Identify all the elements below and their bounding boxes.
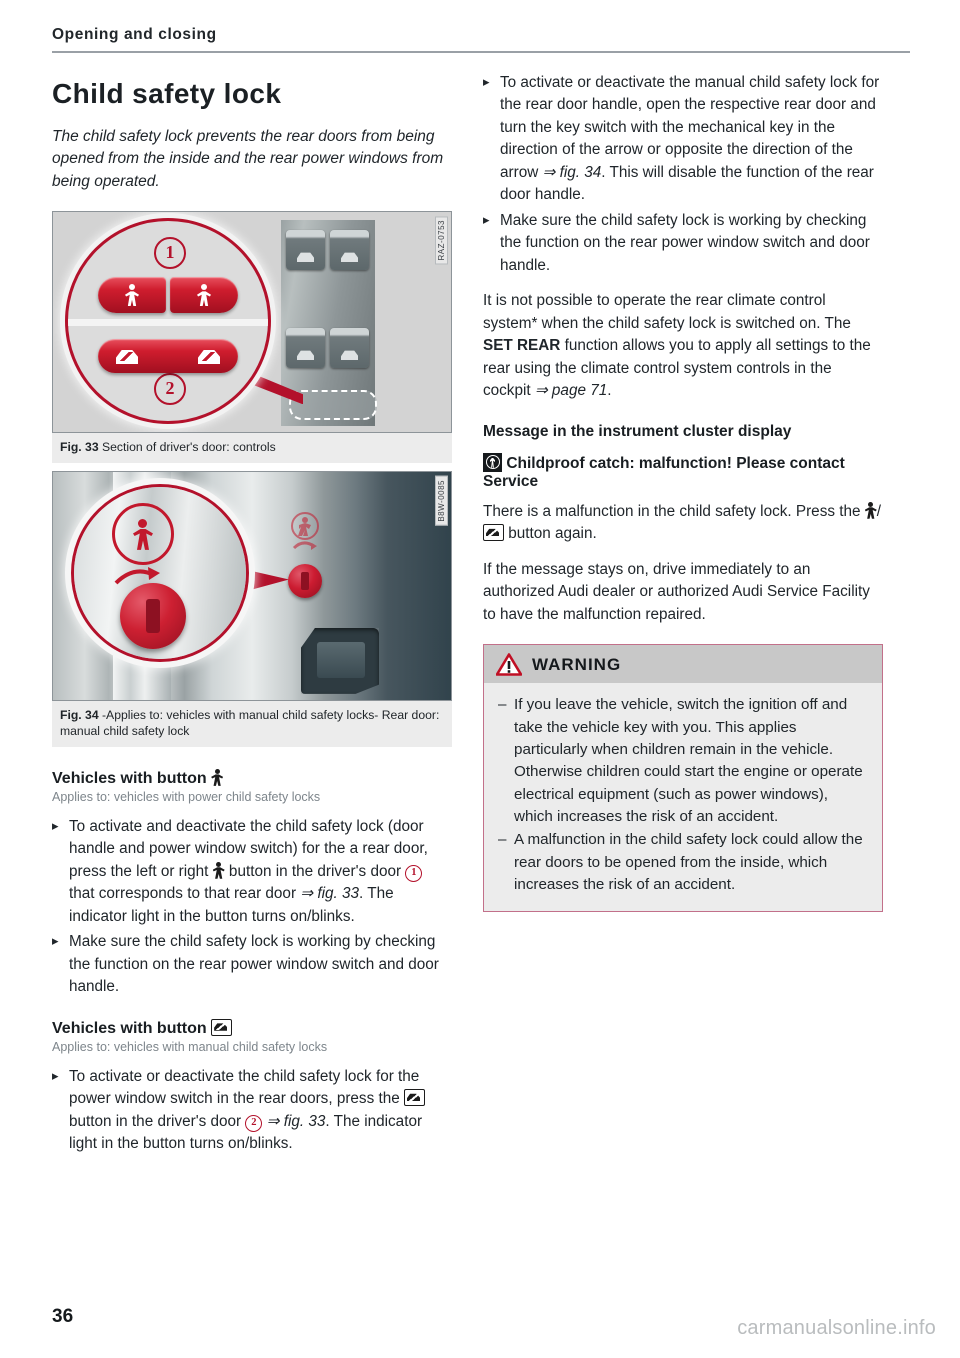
figure-34 [52,471,452,747]
page-number: 36 [52,1306,74,1327]
list-item: – A malfunction in the child safety lock could allow the rear doors to be opened from the inside, which increases the risk of an accident. [498,829,866,896]
applies-to-manual-locks: Applies to: vehicles with manual child safety locks [52,1039,328,1054]
power-window-icon [483,524,504,541]
key-switch-slot [120,583,186,649]
cluster-message-text: Childproof catch: malfunction! Please contact Service [483,454,845,490]
section-heading-text: Vehicles with button [52,769,207,787]
child-figure-icon [197,284,211,306]
power-window-icon [116,348,138,364]
callout-number-2: 2 [154,373,186,405]
window-switch-icon [330,328,369,368]
climate-control-paragraph: It is not possible to operate the rear climate control system* when the child safety lock is switched on. The SET REAR function allows you to apply all settings to the rear using the climate control system controls in the cockpit ⇒ page 71. [483,292,871,400]
callout-number-1: 1 [154,237,186,269]
watermark: carmanualsonline.info [737,1317,936,1339]
cross-reference[interactable]: ⇒ fig. 34 [542,163,602,181]
key-switch-small [288,564,322,598]
window-switch-icon [286,230,325,270]
warning-triangle-icon [496,653,522,676]
figure-34-image [52,471,452,701]
window-switch-icon [286,328,325,368]
child-lock-symbol-small [285,510,325,560]
callout-number-2: 2 [245,1115,262,1132]
figure-34-caption-text: -Applies to: vehicles with manual child safety locks- Rear door: manual child safety lock [60,707,440,739]
cluster-message [483,453,883,491]
power-window-icon [198,348,220,364]
child-lock-symbol-icon [112,503,174,565]
section-heading-power-locks [52,769,452,788]
applies-to-power-locks: Applies to: vehicles with power child safety locks [52,789,321,804]
figure-34-caption [52,701,452,747]
running-head-text: Opening and closing [52,26,217,43]
manual-lock-instructions [52,1066,452,1156]
callout-number-1: 1 [405,865,422,882]
list-item: ▸ Make sure the child safety lock is working by checking the function on the rear power window switch and door handle. [483,210,883,277]
figure-34-label: Fig. 34 [60,707,99,722]
list-item: ▸ To activate and deactivate the child safety lock (door handle and power window switch) for the a rear door, press the left or right button in the driver's door 1 that corresponds to that rear door ⇒ fig. 33. The indicator light in the button turns on/blinks. [52,816,452,928]
magnifier-divider [68,319,268,326]
figure-id-code: RAZ-0753 [435,216,448,264]
dealer-paragraph: If the message stays on, drive immediately to an authorized Audi dealer or authorized Audi Service Facility to have the malfunction repaired. [483,560,870,623]
door-handle-recess [301,628,379,694]
warning-items [498,694,866,896]
instrument-cluster-childproof-icon [483,453,502,472]
list-item: – If you leave the vehicle, switch the ignition off and take the vehicle key with you. This applies particularly when children remain in the vehicle. Otherwise children could start the engine or operate electrical equipment (such as power windows), which increases the risk of an accident. [498,694,866,828]
cross-reference[interactable]: ⇒ page 71 [534,382,608,400]
child-figure-icon [125,284,139,306]
header-divider [52,51,910,53]
power-window-icon [211,1019,232,1036]
power-window-icon [404,1089,425,1106]
figure-33-caption [52,433,452,462]
power-window-lockout-button [98,339,238,373]
manual-key-switch-instructions [483,72,883,277]
list-item: ▸ To activate or deactivate the child safety lock for the power window switch in the rear doors, press the button in the driver's door 2 ⇒ fig. 33. The indicator light in the button turns on/blinks. [52,1066,452,1156]
cluster-display-heading: Message in the instrument cluster display [483,422,792,440]
page-title: Child safety lock [52,78,282,109]
malfunction-paragraph: There is a malfunction in the child safety lock. Press the / button again. [483,502,881,543]
figure-33-label: Fig. 33 [60,440,99,455]
list-item: ▸ Make sure the child safety lock is working by checking the function on the rear power window switch and door handle. [52,931,452,998]
warning-title: WARNING [532,654,622,674]
section-heading-manual-locks [52,1019,452,1038]
figure-33 [52,211,452,462]
warning-triangle-svg [496,653,522,676]
child-figure-icon [133,519,153,549]
emphasis-text: SET REAR [483,337,561,355]
magnifier-circle [65,218,271,424]
child-safety-button-left [98,277,166,313]
child-lock-symbol-svg [285,510,325,560]
window-switch-icon [330,230,369,270]
child-figure-icon [211,769,223,786]
running-header [52,26,910,53]
warning-header [484,645,882,683]
warning-box [483,644,883,912]
section-heading-text: Vehicles with button [52,1019,207,1037]
child-safety-button-right [170,277,238,313]
list-item: ▸ To activate or deactivate the manual child safety lock for the rear door handle, open the respective rear door and turn the key switch with the mechanical key in the direction of the arrow or opposite the direction of the arrow ⇒ fig. 34. This will disable the function of the rear door handle. [483,72,883,207]
figure-id-code: B8W-0085 [435,476,448,526]
magnifier-circle [71,484,249,662]
figure-33-caption-text: Section of driver's door: controls [102,440,276,455]
left-column [52,72,452,1169]
right-column [483,72,883,912]
power-lock-instructions [52,816,452,999]
child-figure-icon [213,862,225,879]
child-figure-icon [865,502,877,519]
warning-body [484,683,882,911]
cross-reference[interactable]: ⇒ fig. 33 [300,885,360,903]
cross-reference[interactable]: ⇒ fig. 33 [266,1112,326,1130]
intro-paragraph: The child safety lock prevents the rear doors from being opened from the inside and the rear power windows from being operated. [52,128,444,190]
figure-33-image [52,211,452,433]
